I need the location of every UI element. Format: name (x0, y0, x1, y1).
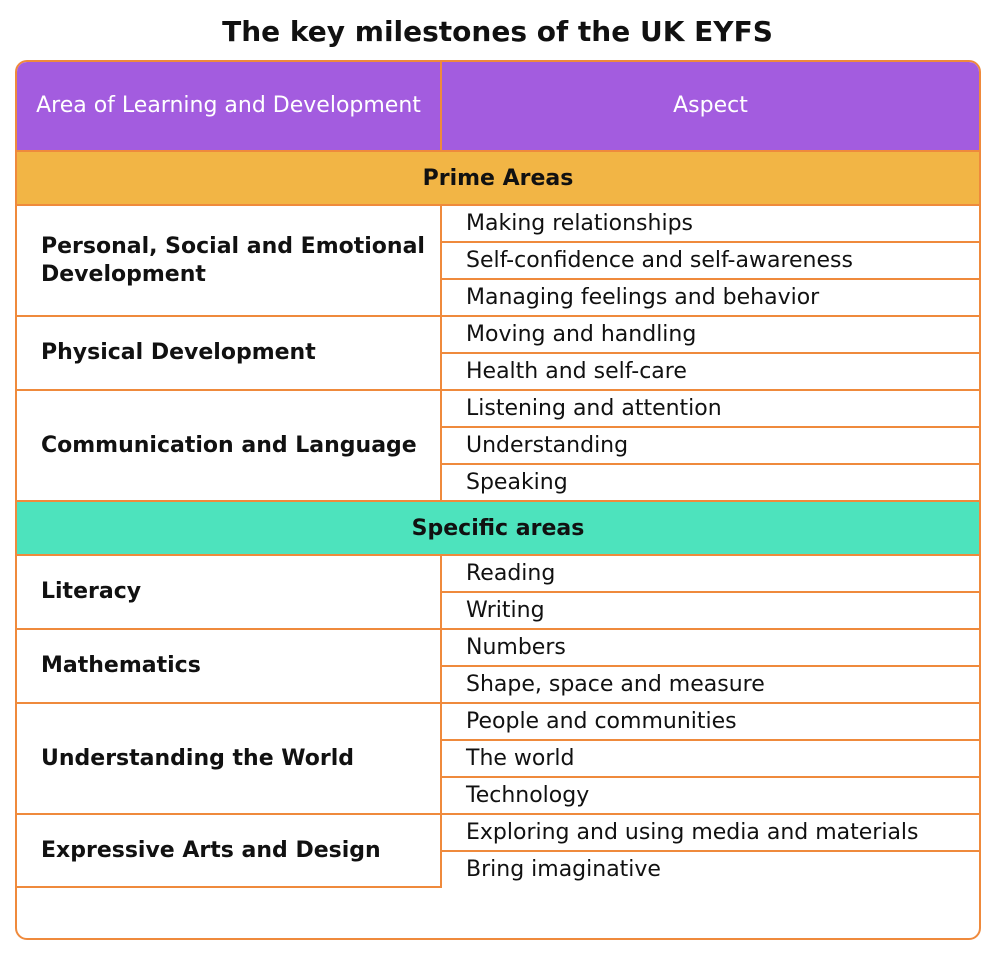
aspect-cell: Self-confidence and self-awareness (441, 242, 979, 279)
table-row (17, 814, 979, 851)
section-row (17, 151, 979, 205)
aspect-cell: Moving and handling (441, 316, 979, 353)
table-row (17, 629, 979, 666)
area-cell: Understanding the World (17, 703, 441, 814)
area-cell: Communication and Language (17, 390, 441, 501)
aspect-cell: Writing (441, 592, 979, 629)
table-row (17, 390, 979, 427)
section-row (17, 501, 979, 555)
area-cell: Literacy (17, 555, 441, 629)
aspect-cell: The world (441, 740, 979, 777)
table-row (17, 205, 979, 242)
header-aspect: Aspect (441, 62, 979, 151)
aspect-cell: Making relationships (441, 205, 979, 242)
aspect-cell: Exploring and using media and materials (441, 814, 979, 851)
table-row (17, 316, 979, 353)
aspect-cell: People and communities (441, 703, 979, 740)
area-cell: Mathematics (17, 629, 441, 703)
table-row (17, 555, 979, 592)
aspect-cell: Listening and attention (441, 390, 979, 427)
header-area: Area of Learning and Development (17, 62, 441, 151)
aspect-cell: Health and self-care (441, 353, 979, 390)
area-cell: Personal, Social and Emotional Development (17, 205, 441, 316)
aspect-cell: Reading (441, 555, 979, 592)
aspect-cell: Managing feelings and behavior (441, 279, 979, 316)
aspect-cell: Understanding (441, 427, 979, 464)
milestones-table-frame (15, 60, 981, 940)
aspect-cell: Speaking (441, 464, 979, 501)
aspect-cell: Bring imaginative (441, 851, 979, 887)
aspect-cell: Technology (441, 777, 979, 814)
milestones-table (17, 62, 979, 888)
section-heading: Specific areas (17, 501, 979, 555)
area-cell: Physical Development (17, 316, 441, 390)
section-heading: Prime Areas (17, 151, 979, 205)
aspect-cell: Shape, space and measure (441, 666, 979, 703)
aspect-cell: Numbers (441, 629, 979, 666)
table-body (17, 62, 979, 887)
page-title: The key milestones of the UK EYFS (222, 15, 773, 48)
area-cell: Expressive Arts and Design (17, 814, 441, 887)
table-row (17, 703, 979, 740)
header-row (17, 62, 979, 151)
